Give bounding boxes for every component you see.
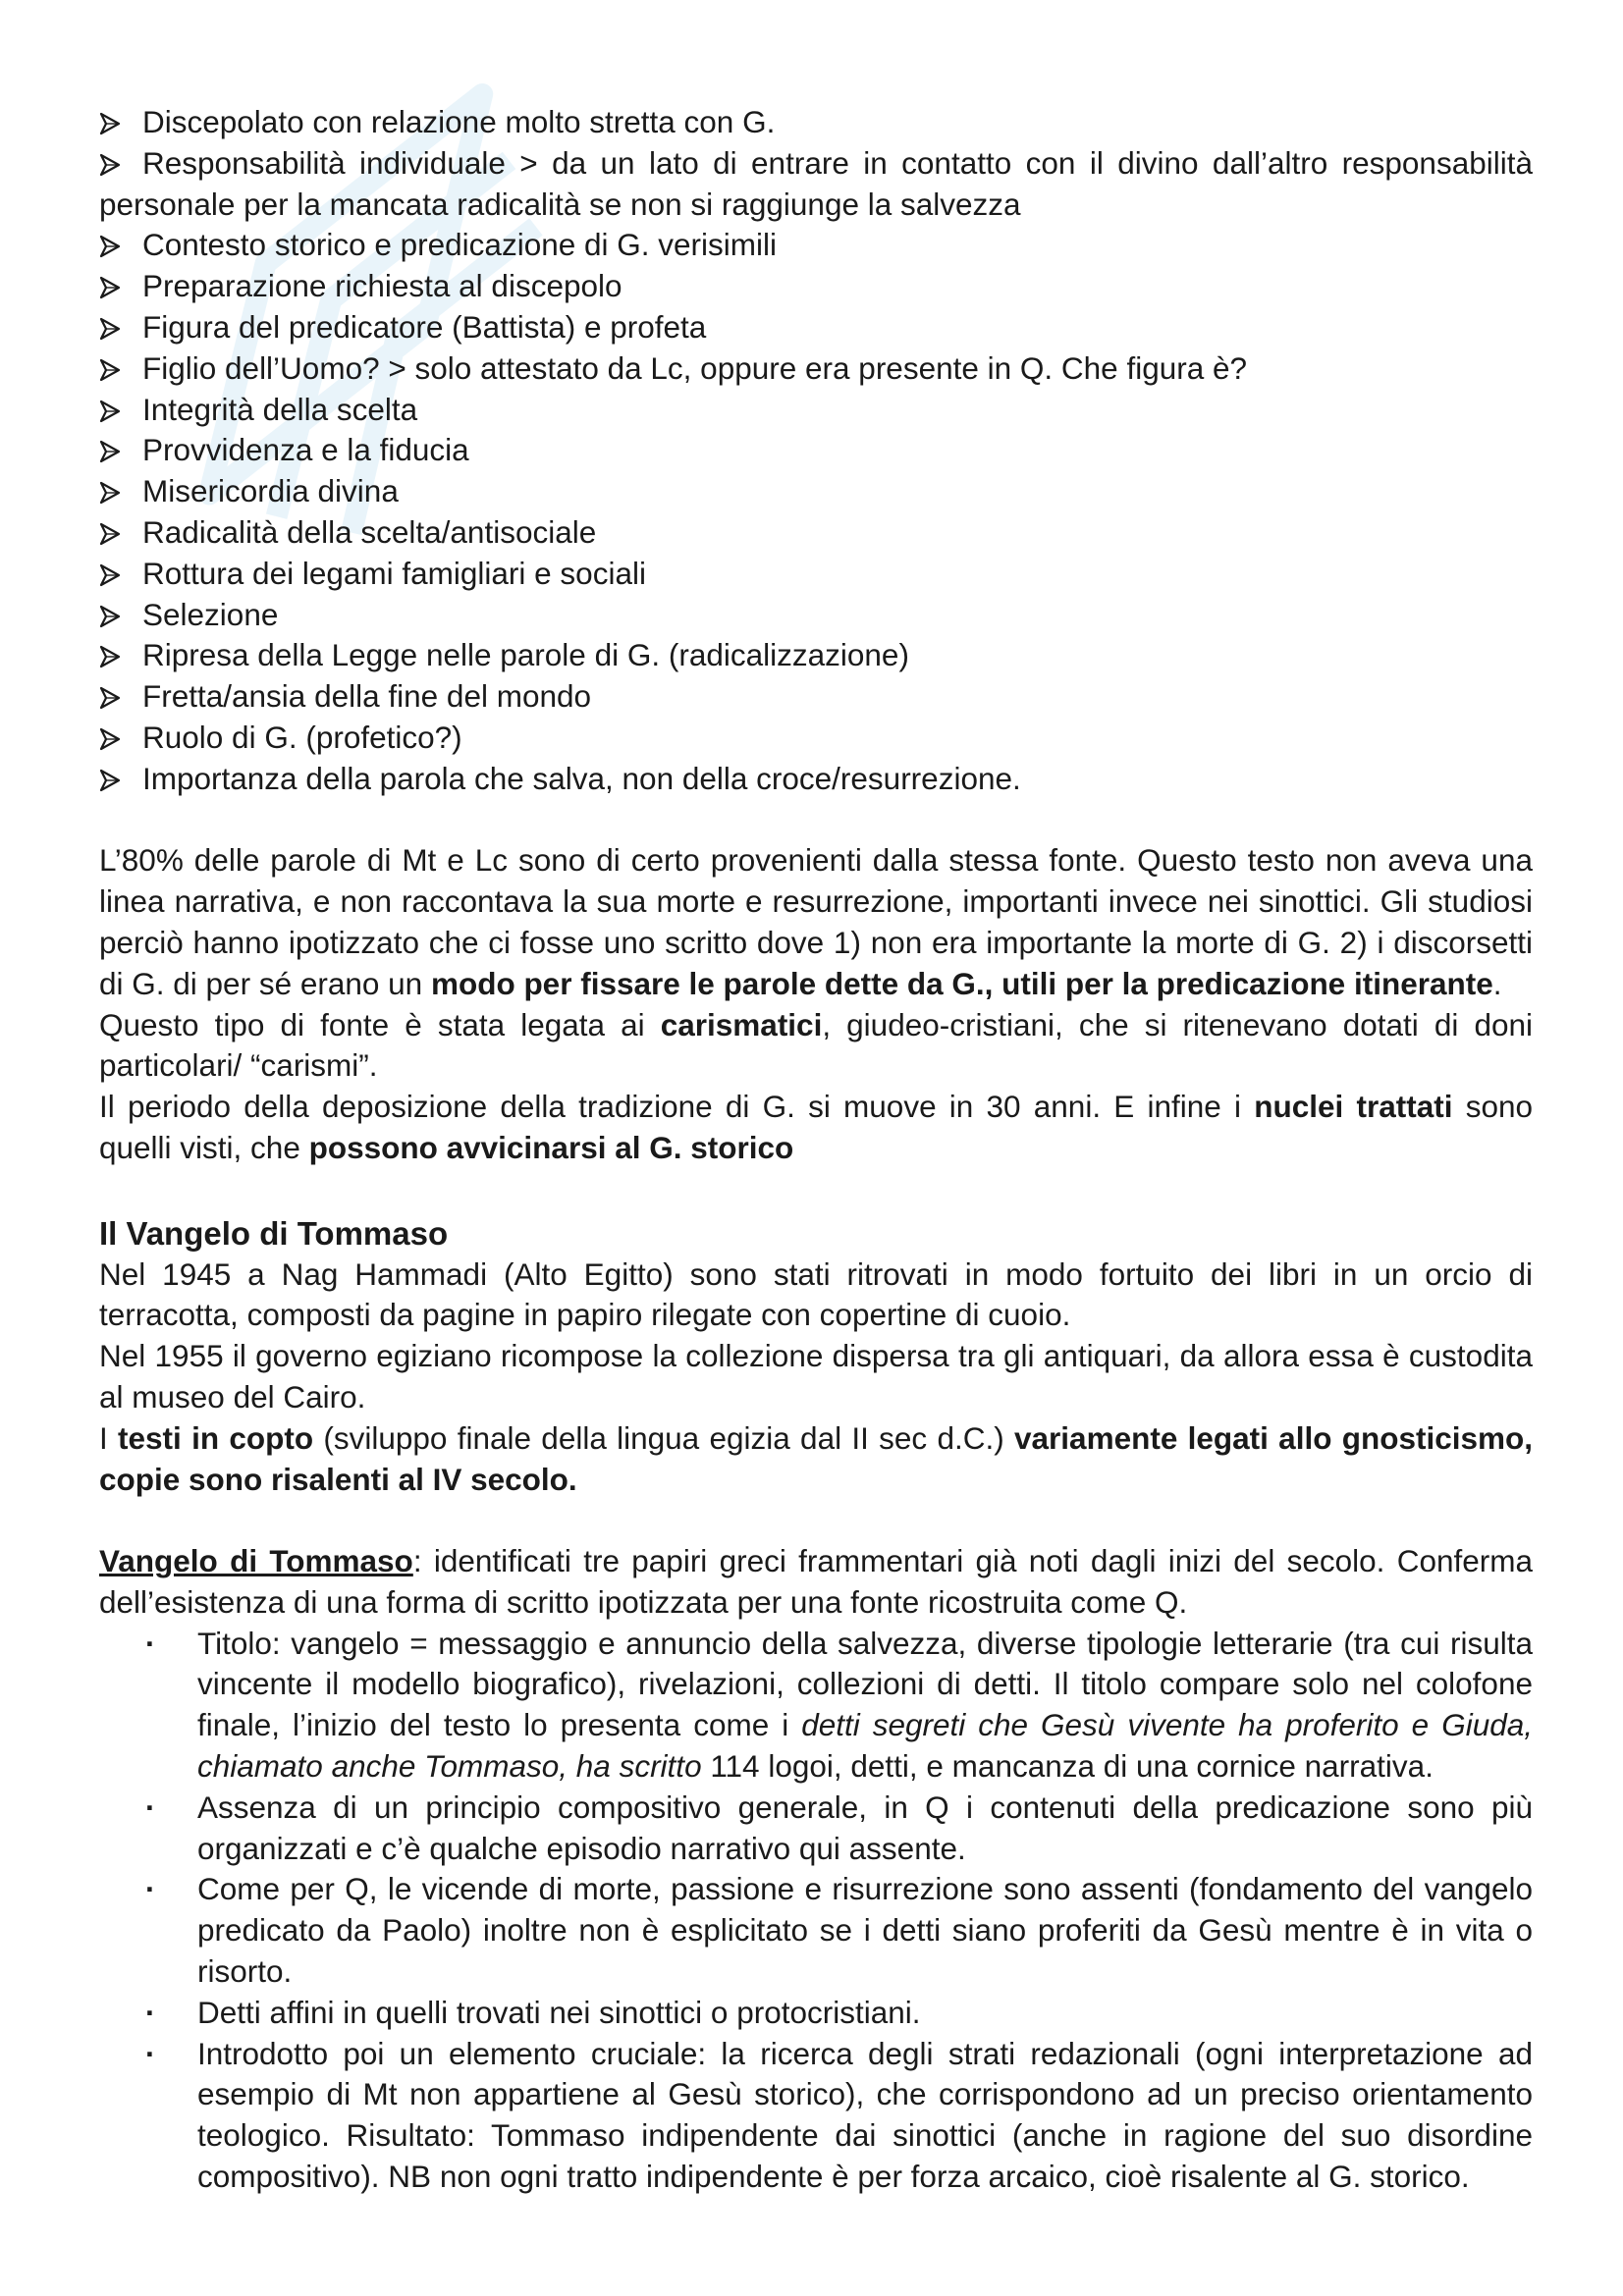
text-run: Titolo: vangelo = messaggio e annuncio della salvezza, diverse tipologie letterarie (tra cui risulta vincente il modello biografico), rivelazioni, collezioni di detti. Il titolo compare solo nel colofone finale, l’inizio del testo lo presenta come i <box>197 1625 1533 1743</box>
text-run: Detti affini in quelli trovati nei sinottici o protocristiani. <box>197 1994 921 2030</box>
arrow-bullet-icon <box>99 225 142 266</box>
arrow-list <box>99 102 1533 800</box>
document-body <box>99 102 1533 2198</box>
text-run: : identificati tre papiri greci frammentari già noti dagli inizi del secolo. Conferma dell’esistenza di una forma di scritto ipotizzata per una fonte ricostruita come Q. <box>99 1543 1534 1620</box>
arrow-item-text: Fretta/ansia della fine del mondo <box>142 678 592 715</box>
arrow-item-text: Provvidenza e la fiducia <box>142 432 469 468</box>
italic-text: detti segreti che Gesù vivente ha proferito e Giuda, chiamato anche Tommaso, ha scritto <box>197 1707 1533 1785</box>
arrow-item <box>99 718 1533 759</box>
spacer <box>99 800 1533 841</box>
arrow-bullet-icon <box>99 718 142 759</box>
arrow-bullet-icon <box>99 512 142 554</box>
paragraph-nag-hammadi: Nel 1945 a Nag Hammadi (Alto Egitto) sono stati ritrovati in modo fortuito dei libri in un orcio di terracotta, composti da pagine in papiro rilegate con copertine di cuoio. <box>99 1255 1533 1333</box>
underlined-title: Vangelo di Tommaso <box>99 1543 413 1579</box>
arrow-item <box>99 471 1533 512</box>
arrow-item-text: Radicalità della scelta/antisociale <box>142 513 597 550</box>
dot-bullet-icon: · <box>145 1994 156 2030</box>
arrow-item-text: Ripresa della Legge nelle parole di G. (radicalizzazione) <box>142 637 909 673</box>
arrow-item <box>99 430 1533 471</box>
bold-text: possono avvicinarsi al G. storico <box>308 1129 794 1165</box>
arrow-bullet-icon <box>99 102 142 143</box>
bold-text: modo per fissare le parole dette da G., utili per la predicazione itinerante <box>430 965 1493 1001</box>
bold-text: nuclei trattati <box>1254 1089 1453 1125</box>
text-run: 114 logoi, detti, e mancanza di una cornice narrativa. <box>701 1748 1434 1785</box>
dot-list <box>99 1624 1533 2198</box>
dot-item <box>99 2034 1533 2198</box>
paragraph-carismatici <box>99 1005 1533 1088</box>
paragraph-periodo <box>99 1087 1533 1169</box>
arrow-bullet-icon <box>99 676 142 718</box>
arrow-bullet-icon <box>99 595 142 636</box>
dot-item <box>99 1869 1533 1992</box>
arrow-item <box>99 635 1533 676</box>
arrow-item <box>99 759 1533 800</box>
bold-text: carismatici <box>660 1006 823 1042</box>
bold-text: variamente legati allo gnosticismo, copie sono risalenti al IV secolo. <box>99 1419 1533 1497</box>
dot-bullet-icon: · <box>145 1871 156 1907</box>
arrow-item-text: Misericordia divina <box>142 473 399 509</box>
text-run: Il periodo della deposizione della tradizione di G. si muove in 30 anni. E infine i <box>99 1089 1255 1125</box>
arrow-item-text: Integrità della scelta <box>142 391 418 427</box>
text-run: , giudeo-cristiani, che si ritenevano dotati di doni particolari/ “carismi”. <box>99 1006 1534 1084</box>
dot-item <box>99 1624 1533 1788</box>
arrow-item-text: Contesto storico e predicazione di G. verisimili <box>142 227 778 263</box>
paragraph-museo-cairo: Nel 1955 il governo egiziano ricompose la collezione dispersa tra gli antiquari, da allora essa è custodita al museo del Cairo. <box>99 1338 1533 1415</box>
arrow-item-text: Ruolo di G. (profetico?) <box>142 719 462 755</box>
paragraph-vangelo-tommaso <box>99 1541 1533 1624</box>
arrow-bullet-icon <box>99 471 142 512</box>
arrow-item-text: Selezione <box>142 596 279 632</box>
arrow-bullet-icon <box>99 759 142 800</box>
arrow-bullet-icon <box>99 635 142 676</box>
dot-item <box>99 1993 1533 2034</box>
dot-bullet-icon: · <box>145 1625 156 1661</box>
section-heading: Il Vangelo di Tommaso <box>99 1214 449 1252</box>
text-run: (sviluppo finale della lingua egizia dal II sec d.C.) <box>313 1419 1014 1456</box>
arrow-item <box>99 348 1533 390</box>
arrow-item <box>99 307 1533 348</box>
arrow-bullet-icon <box>99 554 142 595</box>
bold-text: testi in copto <box>118 1419 314 1456</box>
dot-bullet-icon: · <box>145 1789 156 1825</box>
arrow-item-text: Figura del predicatore (Battista) e profeta <box>142 308 707 345</box>
paragraph-testi-copto <box>99 1418 1533 1501</box>
text-run: sono quelli visti, che <box>99 1089 1533 1165</box>
arrow-item-text: Figlio dell’Uomo? > solo attestato da Lc, oppure era presente in Q. Che figura è? <box>142 349 1248 386</box>
arrow-bullet-icon <box>99 348 142 390</box>
arrow-bullet-icon <box>99 143 142 185</box>
arrow-item-text: Rottura dei legami famigliari e sociali <box>142 555 646 591</box>
arrow-item-text: Importanza della parola che salva, non della croce/resurrezione. <box>142 760 1021 796</box>
arrow-item <box>99 554 1533 595</box>
text-run: . <box>1492 965 1502 1001</box>
paragraph-fonte-q <box>99 840 1533 1004</box>
arrow-item <box>99 266 1533 307</box>
text-run: Questo tipo di fonte è stata legata ai <box>99 1006 661 1042</box>
arrow-item <box>99 512 1533 554</box>
text-run: Assenza di un principio compositivo generale, in Q i contenuti della predicazione sono più organizzati e c’è qualche episodio narrativo qui assente. <box>197 1789 1533 1866</box>
arrow-item-text: Discepolato con relazione molto stretta con G. <box>142 104 776 139</box>
arrow-item <box>99 102 1533 143</box>
arrow-bullet-icon <box>99 390 142 431</box>
arrow-item <box>99 595 1533 636</box>
arrow-item-text: Preparazione richiesta al discepolo <box>142 268 622 304</box>
text-run: Come per Q, le vicende di morte, passione e risurrezione sono assenti (fondamento del vangelo predicato da Paolo) inoltre non è esplicitato se i detti siano proferiti da Gesù mentre è in vita o risorto. <box>197 1871 1533 1990</box>
arrow-bullet-icon <box>99 266 142 307</box>
text-run: Introdotto poi un elemento cruciale: la ricerca degli strati redazionali (ogni interpretazione ad esempio di Mt non appartiene al Gesù storico), che corrispondono ad un preciso orientamento teologico. Risultato: Tommaso indipendente dai sinottici (anche in ragione del suo disordine compositivo). NB non ogni tratto indipendente è per forza arcaico, cioè risalente al G. storico. <box>197 2035 1533 2195</box>
text-run: L’80% delle parole di Mt e Lc sono di certo provenienti dalla stessa fonte. Questo testo non aveva una linea narrativa, e non raccontava la sua morte e resurrezione, importanti invece nei sinottici. Gli studiosi perciò hanno ipotizzato che ci fosse uno scritto dove 1) non era importante la morte di G. 2) i discorsetti di G. di per sé erano un <box>99 842 1533 1001</box>
arrow-item <box>99 390 1533 431</box>
arrow-item <box>99 143 1533 226</box>
spacer <box>99 1169 1533 1210</box>
arrow-item <box>99 225 1533 266</box>
arrow-bullet-icon <box>99 430 142 471</box>
text-run: I <box>99 1419 119 1456</box>
dot-item <box>99 1788 1533 1870</box>
arrow-item-text: Responsabilità individuale > da un lato di entrare in contatto con il divino dall’altro responsabilità personale per la mancata radicalità se non si raggiunge la salvezza <box>99 144 1533 222</box>
arrow-bullet-icon <box>99 307 142 348</box>
spacer <box>99 1500 1533 1541</box>
dot-bullet-icon: · <box>145 2035 156 2071</box>
arrow-item <box>99 676 1533 718</box>
